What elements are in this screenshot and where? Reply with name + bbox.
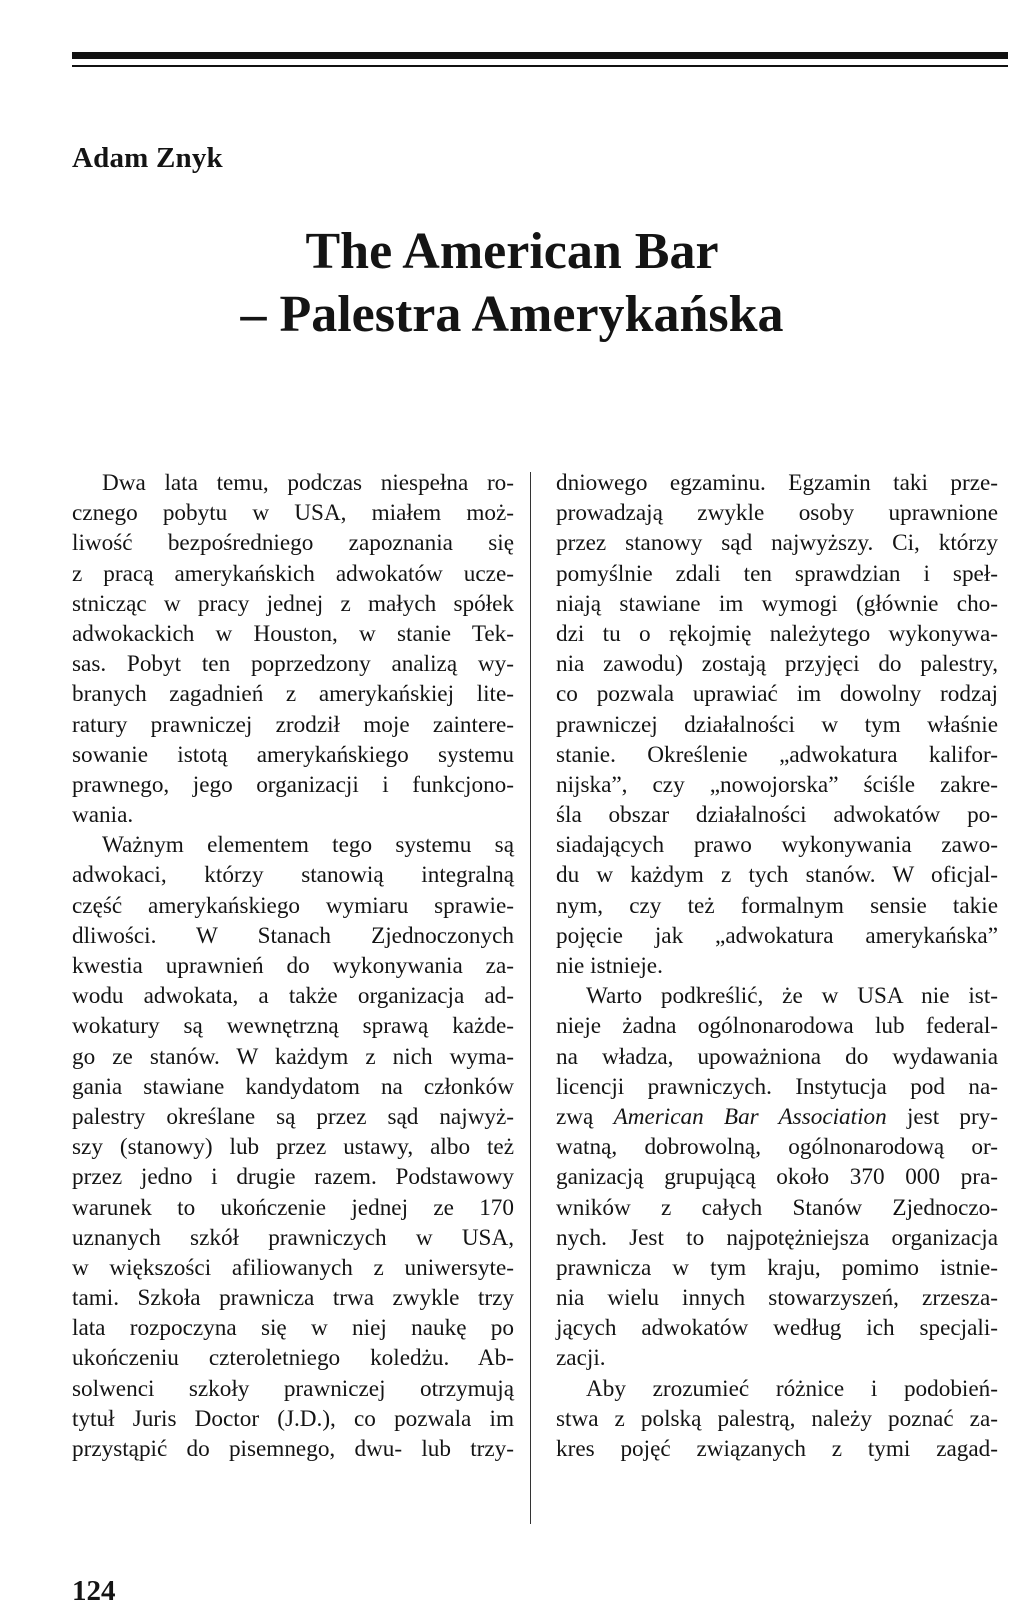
text-line: szy (stanowy) lub przez ustawy, albo też	[72, 1134, 514, 1161]
text-line: Aby zrozumieć różnice i podobień-	[586, 1375, 998, 1402]
text-line: adwokackich w Houston, w stanie Tek-	[72, 620, 514, 647]
text-line: w większości afiliowanych z uniwersyte-	[72, 1254, 514, 1281]
text-line: na władza, upoważniona do wydawania	[556, 1043, 998, 1070]
text-line: nia zawodu) zostają przyjęci do palestry,	[556, 651, 998, 678]
text-line: kwestia uprawnień do wykonywania za-	[72, 953, 514, 979]
text-line: kres pojęć związanych z tymi zagad-	[556, 1436, 998, 1462]
page-number: 124	[72, 1575, 116, 1607]
text-line: uznanych szkół prawniczych w USA,	[72, 1224, 514, 1251]
text-line: tytuł Juris Doctor (J.D.), co pozwala im	[72, 1405, 514, 1432]
text-line: adwokaci, którzy stanowią integralną	[72, 862, 514, 889]
text-line: wodu adwokata, a także organizacja ad-	[72, 983, 514, 1010]
text-line	[556, 1102, 998, 1132]
text-line: pojęcie jak „adwokatura amerykańska”	[556, 922, 998, 949]
italic-term: American Bar Association	[613, 1103, 887, 1130]
text-line: nia wielu innych stowarzyszeń, zrzesza-	[556, 1285, 998, 1312]
text-line: Ważnym elementem tego systemu są	[102, 832, 514, 859]
text-line: Dwa lata temu, podczas niespełna ro-	[102, 470, 514, 496]
text-line: lata rozpoczyna się w niej naukę po	[72, 1315, 514, 1342]
text-line: liwość bezpośredniego zapoznania się	[72, 530, 514, 557]
text-line: gania stawiane kandydatom na członków	[72, 1073, 514, 1100]
text-line: jących adwokatów według ich specjali-	[556, 1315, 998, 1342]
text-fragment: jest pry-	[886, 1103, 998, 1130]
article-title	[0, 220, 1024, 346]
text-line: palestry określane są przez sąd najwyż-	[72, 1103, 514, 1130]
text-line: przez stanowy sąd najwyższy. Ci, którzy	[556, 530, 998, 557]
text-line: du w każdym z tych stanów. W oficjal-	[556, 862, 998, 889]
text-line: prawniczej działalności w tym właśnie	[556, 711, 998, 738]
text-line: niają stawiane im wymogi (głównie cho-	[556, 590, 998, 617]
article-title-line-2: – Palestra Amerykańska	[240, 286, 784, 343]
header-rule-thick	[72, 52, 1008, 59]
text-line: prowadzają zwykle osoby uprawnione	[556, 500, 998, 527]
text-line: z pracą amerykańskich adwokatów ucze-	[72, 560, 514, 587]
text-line: solwenci szkoły prawniczej otrzymują	[72, 1375, 514, 1402]
text-line: dniowego egzaminu. Egzamin taki prze-	[556, 470, 998, 496]
text-line: przystąpić do pisemnego, dwu- lub trzy-	[72, 1436, 514, 1462]
text-line: ratury prawniczej zrodził moje zaintere-	[72, 711, 514, 738]
text-line: co pozwala uprawiać im dowolny rodzaj	[556, 681, 998, 708]
text-line: sowanie istotą amerykańskiego systemu	[72, 741, 514, 768]
text-line: prawnicza w tym kraju, pomimo istnie-	[556, 1254, 998, 1281]
text-line: stnicząc w pracy jednej z małych spółek	[72, 590, 514, 617]
text-line: nijska”, czy „nowojorska” ściśle zakre-	[556, 771, 998, 798]
text-line: śla obszar działalności adwokatów po-	[556, 802, 998, 829]
text-line: tami. Szkoła prawnicza trwa zwykle trzy	[72, 1285, 514, 1312]
article-title-line-1: The American Bar	[305, 223, 719, 280]
text-column-right	[556, 468, 998, 1464]
text-line: wników z całych Stanów Zjednoczo-	[556, 1194, 998, 1221]
text-line: go ze stanów. W każdym z nich wyma-	[72, 1043, 514, 1070]
text-line: stanie. Określenie „adwokatura kalifor-	[556, 741, 998, 768]
text-line: ukończeniu czteroletniego koledżu. Ab-	[72, 1345, 514, 1372]
author-name: Adam Znyk	[72, 142, 223, 174]
text-line: branych zagadnień z amerykańskiej lite-	[72, 681, 514, 708]
text-line: zacji.	[556, 1345, 606, 1372]
text-line: dliwości. W Stanach Zjednoczonych	[72, 922, 514, 949]
text-line: watną, dobrowolną, ogólnonarodową or-	[556, 1134, 998, 1161]
text-line: dzi tu o rękojmię należytego wykonywa-	[556, 620, 998, 647]
text-line: nych. Jest to najpotężniejsza organizacja	[556, 1224, 998, 1251]
text-line: część amerykańskiego wymiaru sprawie-	[72, 892, 514, 919]
text-line: pomyślnie zdali ten sprawdzian i speł-	[556, 560, 998, 587]
text-line: cznego pobytu w USA, miałem moż-	[72, 500, 514, 527]
text-line: stwa z polską palestrą, należy poznać za-	[556, 1405, 998, 1432]
text-line: warunek to ukończenie jednej ze 170	[72, 1194, 514, 1221]
text-line: nie istnieje.	[556, 953, 663, 979]
header-rule-thin	[72, 65, 1008, 67]
text-line: ganizacją grupującą około 370 000 pra-	[556, 1164, 998, 1191]
text-fragment: zwą	[556, 1103, 594, 1130]
text-line: nym, czy też formalnym sensie takie	[556, 892, 998, 919]
text-column-left	[72, 468, 514, 1464]
text-line: Warto podkreślić, że w USA nie ist-	[586, 983, 998, 1010]
text-line: sas. Pobyt ten poprzedzony analizą wy-	[72, 651, 514, 678]
text-line: licencji prawniczych. Instytucja pod na-	[556, 1073, 998, 1100]
column-divider	[530, 472, 531, 1524]
text-line: wokatury są wewnętrzną sprawą każde-	[72, 1013, 514, 1040]
text-line: wania.	[72, 802, 134, 829]
text-line: siadających prawo wykonywania zawo-	[556, 832, 998, 859]
text-line: nieje żadna ogólnonarodowa lub federal-	[556, 1013, 998, 1040]
text-line: przez jedno i drugie razem. Podstawowy	[72, 1164, 514, 1191]
text-line: prawnego, jego organizacji i funkcjono-	[72, 771, 514, 798]
